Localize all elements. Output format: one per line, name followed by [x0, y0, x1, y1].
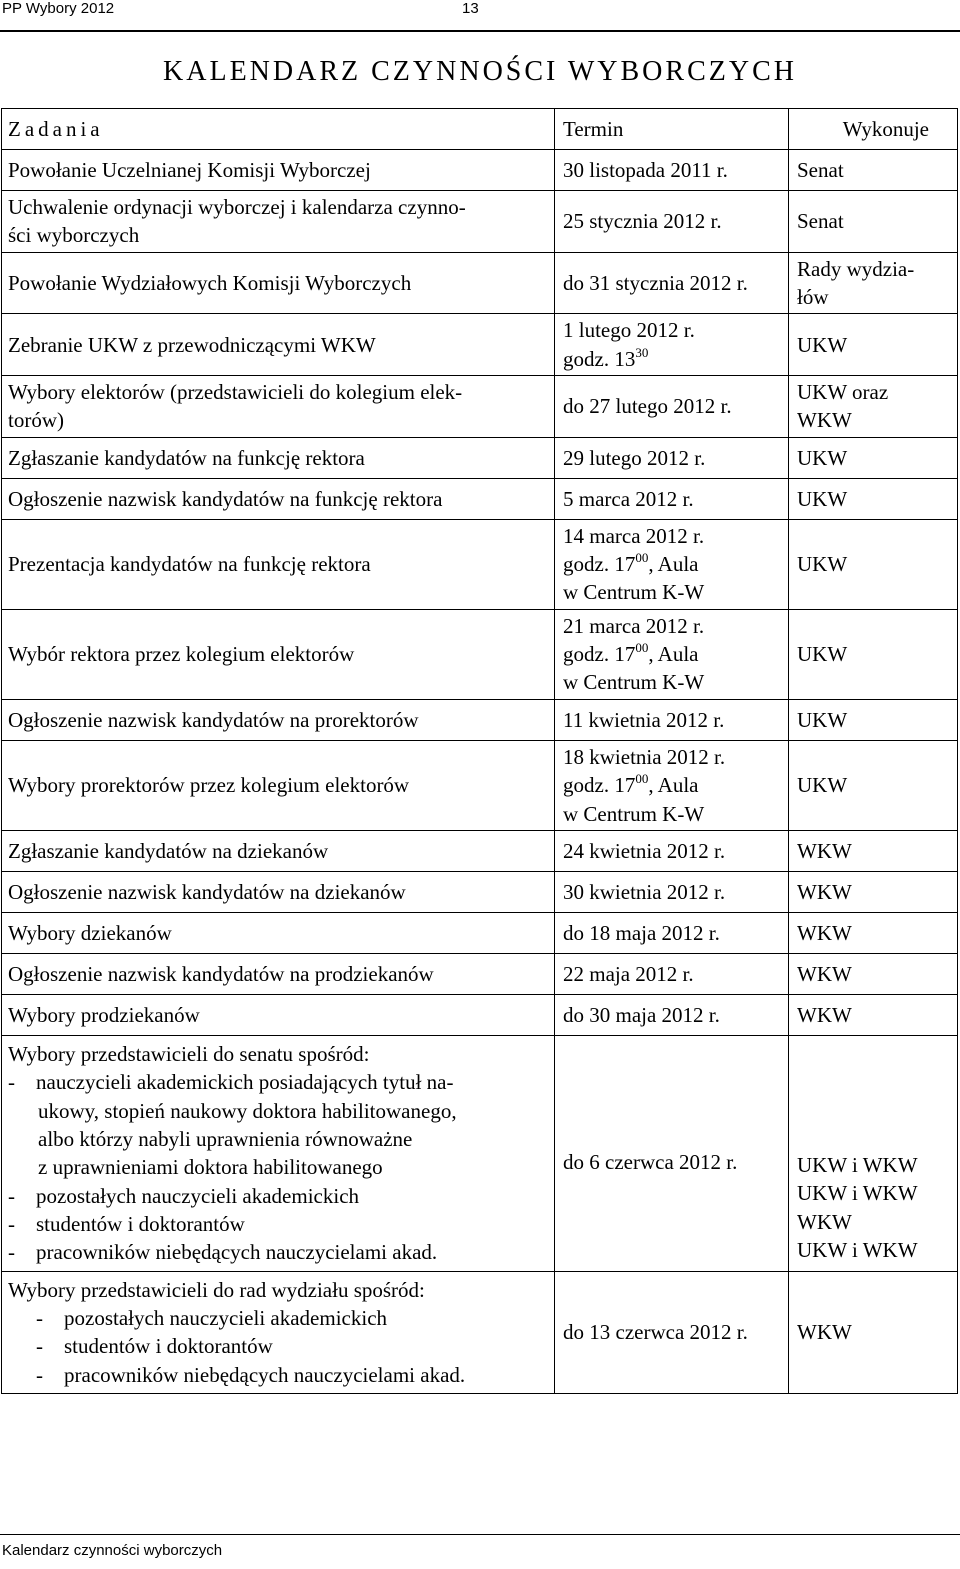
councils-intro: Wybory przedstawicieli do rad wydziału spośród: [8, 1277, 425, 1302]
task-cell: Zebranie UKW z przewodniczącymi WKW [2, 314, 555, 376]
senate-item-4: - pracowników niebędących nauczycielami akad. [8, 1240, 438, 1265]
table-row [2, 191, 958, 253]
election-calendar-table [1, 108, 958, 1394]
term-cell: 30 kwietnia 2012 r. [555, 871, 789, 912]
page-number: 13 [462, 0, 479, 17]
table-row [2, 437, 958, 478]
who-cell: WKW [789, 912, 958, 953]
table-row [2, 252, 958, 314]
who-cell: Rady wydzia- łów [789, 252, 958, 314]
term-cell: do 27 lutego 2012 r. [555, 376, 789, 438]
page-header [0, 0, 960, 30]
term-cell: 25 stycznia 2012 r. [555, 191, 789, 253]
term-cell: 11 kwietnia 2012 r. [555, 699, 789, 740]
councils-item-1: - pozostałych nauczycieli akademickich [36, 1305, 388, 1330]
table-row [2, 478, 958, 519]
table-row [2, 150, 958, 191]
table-row [2, 740, 958, 830]
table-body [2, 150, 958, 1036]
task-cell: Wybór rektora przez kolegium elektorów [2, 609, 555, 699]
table-row [2, 376, 958, 438]
term-cell: 18 kwietnia 2012 r. godz. $17^{00}$, Aula w Centrum K-W [555, 740, 789, 830]
page-footer: Kalendarz czynności wyborczych [0, 1534, 960, 1559]
senate-task-cell: Wybory przedstawicieli do senatu spośród: - nauczycieli akademickich posiadających tytuł na- ukowy, stopień naukowy doktora habilitowanego, albo którzy nabyli uprawnienia równoważne z uprawnieniami doktora habilitowanego - pozostałych nauczycieli akademickich - studentów i doktorantów - pracowników niebędących nauczycielami akad. [2, 1035, 555, 1271]
task-cell: Powołanie Wydziałowych Komisji Wyborczych [2, 252, 555, 314]
who-cell: UKW [789, 609, 958, 699]
table-row [2, 519, 958, 609]
senate-who: UKW i WKW UKW i WKW WKW UKW i WKW [789, 1035, 958, 1271]
task-cell: Wybory prorektorów przez kolegium elektorów [2, 740, 555, 830]
who-cell: Senat [789, 150, 958, 191]
term-cell: do 18 maja 2012 r. [555, 912, 789, 953]
senate-item-1: - nauczycieli akademickich posiadających tytuł na- [8, 1070, 454, 1095]
task-cell: Wybory elektorów (przedstawicieli do kolegium elek- torów) [2, 376, 555, 438]
who-cell: WKW [789, 871, 958, 912]
term-cell: do 30 maja 2012 r. [555, 994, 789, 1035]
table-header-row [2, 109, 958, 150]
term-cell: 14 marca 2012 r. godz. $17^{00}$, Aula w Centrum K-W [555, 519, 789, 609]
senate-item-3: - studentów i doktorantów [8, 1211, 245, 1236]
table-row [2, 994, 958, 1035]
term-cell: 24 kwietnia 2012 r. [555, 830, 789, 871]
column-header-who: Wykonuje [789, 109, 958, 150]
term-cell: do 31 stycznia 2012 r. [555, 252, 789, 314]
header-rule [0, 30, 960, 32]
task-cell: Uchwalenie ordynacji wyborczej i kalendarza czynno- ści wyborczych [2, 191, 555, 253]
who-cell: WKW [789, 994, 958, 1035]
who-cell: UKW oraz WKW [789, 376, 958, 438]
document-title: KALENDARZ CZYNNOŚCI WYBORCZYCH [163, 56, 797, 87]
table-row [2, 830, 958, 871]
councils-who: WKW [789, 1271, 958, 1393]
column-header-term: Termin [555, 109, 789, 150]
column-header-task: Zadania [2, 109, 555, 150]
who-cell: WKW [789, 830, 958, 871]
table-row-senate [2, 1035, 958, 1271]
task-cell: Zgłaszanie kandydatów na dziekanów [2, 830, 555, 871]
term-cell: 22 maja 2012 r. [555, 953, 789, 994]
who-cell: UKW [789, 437, 958, 478]
who-cell: WKW [789, 953, 958, 994]
table-row-councils [2, 1271, 958, 1393]
table-row [2, 699, 958, 740]
who-cell: UKW [789, 519, 958, 609]
table-row [2, 871, 958, 912]
task-cell: Prezentacja kandydatów na funkcję rektora [2, 519, 555, 609]
term-cell: 1 lutego 2012 r. godz. $13^{30}$ [555, 314, 789, 376]
task-cell: Wybory prodziekanów [2, 994, 555, 1035]
task-cell: Powołanie Uczelnianej Komisji Wyborczej [2, 150, 555, 191]
councils-term: do 13 czerwca 2012 r. [555, 1271, 789, 1393]
councils-task-cell [2, 1271, 555, 1393]
who-cell: UKW [789, 699, 958, 740]
senate-intro: Wybory przedstawicieli do senatu spośród: [8, 1041, 370, 1066]
task-cell: Ogłoszenie nazwisk kandydatów na dziekanów [2, 871, 555, 912]
who-cell: Senat [789, 191, 958, 253]
councils-item-2: - studentów i doktorantów [36, 1334, 273, 1359]
task-cell: Ogłoszenie nazwisk kandydatów na prodziekanów [2, 953, 555, 994]
task-cell: Zgłaszanie kandydatów na funkcję rektora [2, 437, 555, 478]
table-row [2, 609, 958, 699]
table-row [2, 912, 958, 953]
header-title: PP Wybory 2012 [2, 0, 115, 17]
who-cell: UKW [789, 478, 958, 519]
senate-item-2: - pozostałych nauczycieli akademickich [8, 1183, 360, 1208]
councils-item-3: - pracowników niebędących nauczycielami akad. [36, 1362, 466, 1387]
who-cell: UKW [789, 314, 958, 376]
table-row [2, 314, 958, 376]
task-cell: Ogłoszenie nazwisk kandydatów na prorektorów [2, 699, 555, 740]
term-cell: 29 lutego 2012 r. [555, 437, 789, 478]
senate-term: do 6 czerwca 2012 r. [555, 1035, 789, 1271]
task-cell: Wybory dziekanów [2, 912, 555, 953]
term-cell: 30 listopada 2011 r. [555, 150, 789, 191]
term-cell: 21 marca 2012 r. godz. $17^{00}$, Aula w Centrum K-W [555, 609, 789, 699]
who-cell: UKW [789, 740, 958, 830]
task-cell: Ogłoszenie nazwisk kandydatów na funkcję rektora [2, 478, 555, 519]
term-cell: 5 marca 2012 r. [555, 478, 789, 519]
table-row [2, 953, 958, 994]
